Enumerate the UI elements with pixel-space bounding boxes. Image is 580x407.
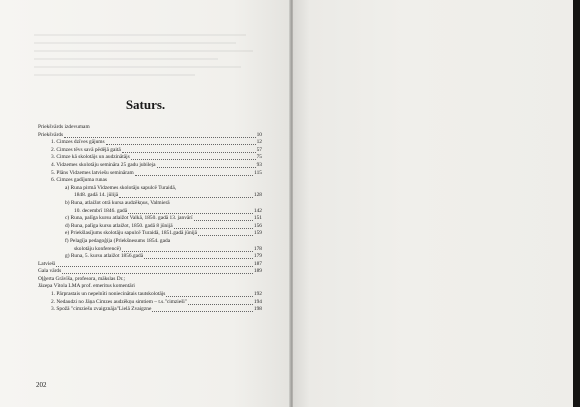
dot-leader	[128, 213, 253, 214]
dot-leader	[174, 228, 253, 229]
toc-entry	[38, 139, 262, 147]
toc-entry-page-number: 142	[253, 207, 262, 214]
dot-leader	[157, 167, 256, 168]
toc-entry-page-number: 187	[253, 260, 262, 267]
table-of-contents	[38, 124, 262, 314]
toc-entry-title: 3. Spožā "cimziešu zvaigznāja"Lielā Zvaigzne	[51, 306, 152, 313]
toc-entry-title: Oļģerta Grāvīša, profesora, mākslas Dr.;	[38, 275, 125, 282]
toc-entry-title: Priekšvārds izdevumam	[38, 124, 90, 130]
dot-leader	[131, 159, 256, 160]
dot-leader	[198, 235, 253, 236]
toc-entry	[38, 170, 262, 178]
toc-entry-title: d) Runa, palīga kursu atlaižot, 1850. gadā 8 jūnijā	[65, 222, 173, 229]
toc-entry-title: 6. Cimzes gadījuma runas	[51, 177, 107, 184]
toc-entry	[38, 261, 262, 269]
toc-entry	[38, 306, 262, 314]
dark-background-edge	[573, 0, 580, 407]
toc-entry-title: 2. Nedaudzi no Jāņa Cimzes audzēkņu simtiem – t.s."cimzieši"	[51, 298, 187, 305]
toc-entry	[38, 124, 262, 132]
toc-entry	[38, 253, 262, 261]
toc-entry-title: a) Runa pirmā Vidzemes skolotāju sapulcē Turaidā,	[65, 184, 177, 191]
toc-entry-page-number: 12	[256, 139, 262, 146]
dot-leader	[62, 273, 253, 274]
toc-entry-title: Priekšvārds	[38, 131, 64, 138]
dot-leader	[166, 296, 253, 297]
dot-leader	[152, 311, 253, 312]
toc-entry-title: 1. Pārprastais un nepelnīti noniecinātais tautskolotājs	[51, 291, 166, 298]
toc-entry-page-number: 128	[253, 192, 262, 199]
toc-entry-page-number: 57	[256, 146, 262, 153]
toc-entry-page-number: 151	[253, 215, 262, 222]
toc-entry-title: e) Priekšlasījums skolotāju sapulcē Turaidā, 1851.gadā jūnijā	[65, 230, 198, 237]
toc-entry	[38, 162, 262, 170]
toc-entry	[38, 208, 262, 216]
toc-entry	[38, 215, 262, 223]
dot-leader	[122, 251, 253, 252]
right-page-blank	[293, 0, 573, 407]
toc-entry-title: 10. decembrī 1846. gadā	[74, 207, 128, 214]
toc-entry	[38, 299, 262, 307]
toc-entry-page-number: 156	[253, 222, 262, 229]
toc-entry	[38, 192, 262, 200]
toc-entry	[38, 230, 262, 238]
toc-entry-page-number: 75	[256, 154, 262, 161]
toc-entry-title: f) Pelagīja pedagoģija (Priekšnesums 1854. gada	[65, 237, 171, 244]
toc-entry-title: 1848. gadā 14. jūlijā	[74, 192, 119, 199]
toc-entry	[38, 154, 262, 162]
toc-entry	[38, 246, 262, 254]
toc-entry	[38, 268, 262, 276]
toc-entry-page-number: 115	[254, 169, 262, 176]
dot-leader	[188, 304, 253, 305]
toc-entry-page-number: 178	[253, 245, 262, 252]
toc-entry-page-number: 159	[253, 230, 262, 237]
toc-entry-title: 1. Cimzes dzīves gājums	[51, 139, 105, 146]
toc-entry-title: 4. Vidzemes skolotāju semināra 25 gadu jubileja	[51, 161, 156, 168]
toc-entry-title: c) Runa, palīga kursu atlaižot Valkā, 1850. gadā 13. janvārī	[65, 215, 193, 222]
toc-entry-title: Jāzepa Vītola LMA prof. emeritus komentāri	[38, 283, 135, 290]
dot-leader	[194, 220, 253, 221]
toc-entry-page-number: 198	[253, 306, 262, 313]
toc-entry	[38, 200, 262, 208]
dot-leader	[64, 137, 255, 138]
toc-entry-title: b) Runa, atlaižot otrā kursa audzēkņus, Valmierā	[65, 199, 170, 206]
toc-entry-title: Gala vārds	[38, 268, 62, 275]
page-title: Saturs.	[125, 97, 166, 112]
toc-entry-title: Latvieši	[38, 260, 56, 267]
toc-entry-title: skolotāju konferencē)	[74, 245, 121, 252]
dot-leader	[106, 144, 256, 145]
page-number: 202	[36, 381, 47, 389]
toc-entry-page-number: 179	[253, 253, 262, 260]
dot-leader	[119, 197, 253, 198]
toc-entry	[38, 291, 262, 299]
toc-entry-page-number: 192	[253, 291, 262, 298]
dot-leader	[135, 175, 253, 176]
toc-entry	[38, 283, 262, 291]
toc-entry-page-number: 194	[253, 298, 262, 305]
toc-entry	[38, 177, 262, 185]
toc-entry-title: 2. Cimzes tēvs savā pēdējā gaitā	[51, 146, 121, 153]
toc-entry	[38, 238, 262, 246]
toc-entry-page-number: 189	[253, 268, 262, 275]
toc-entry-title: 3. Cimze kā skolotājs un audzinātājs	[51, 154, 130, 161]
toc-entry	[38, 185, 262, 193]
toc-entry-title: g) Runa, 5. kursu atlaižot 1856.gadā	[65, 253, 144, 260]
toc-entry-page-number: 93	[256, 161, 262, 168]
show-through-text	[34, 28, 264, 88]
dot-leader	[144, 258, 253, 259]
toc-entry	[38, 132, 262, 140]
toc-entry-page-number: 10	[256, 131, 262, 138]
toc-entry	[38, 147, 262, 155]
toc-entry-title: 5. Plāns Vidzemes latviešu semināram	[51, 169, 134, 176]
dot-leader	[56, 266, 253, 267]
dot-leader	[122, 152, 256, 153]
